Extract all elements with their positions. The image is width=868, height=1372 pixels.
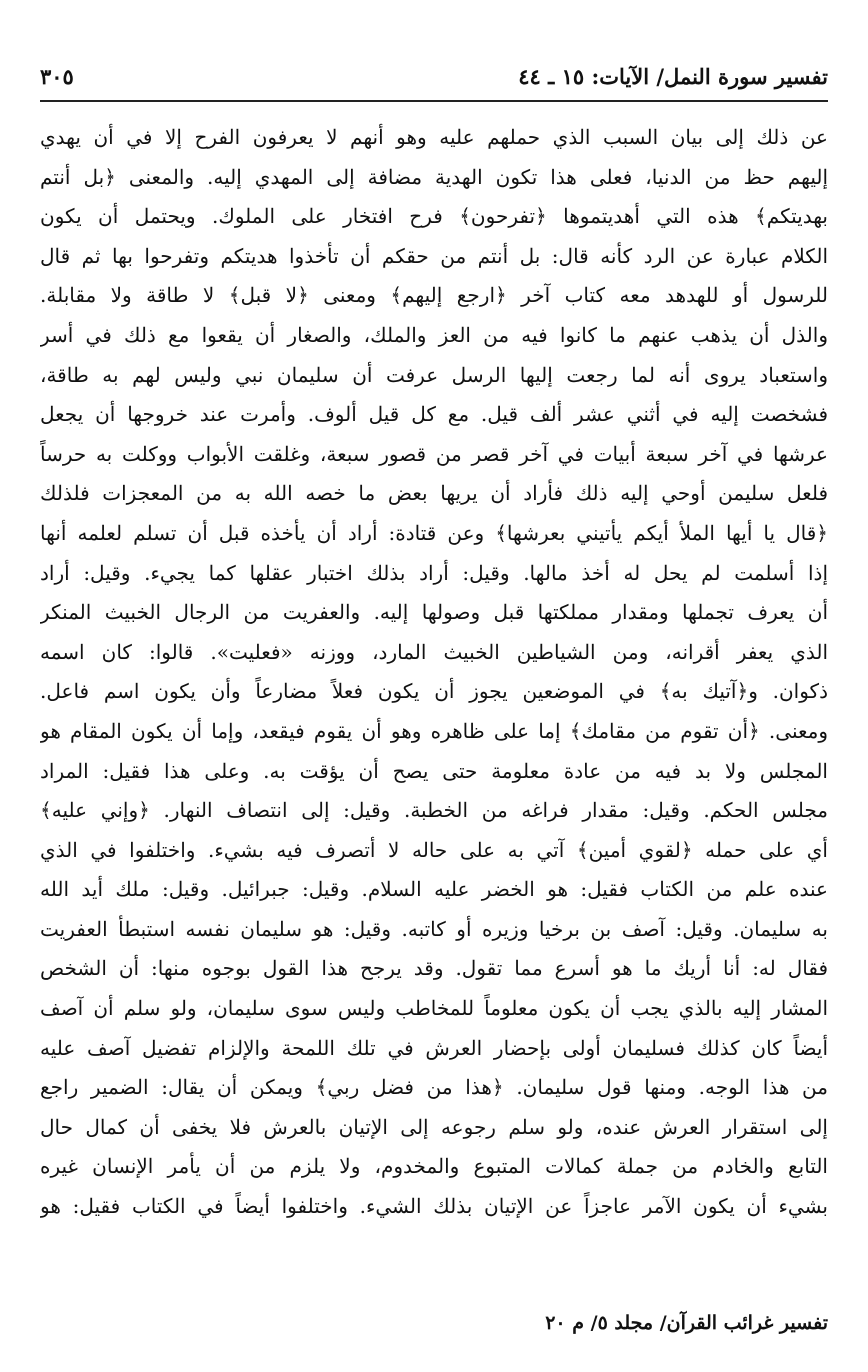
text-line: الذي يعفر أقرانه، ومن الشياطين الخبيث المارد، ووزنه «فعليت». قالوا: كان اسمه (40, 639, 828, 664)
text-line: بهديتكم﴾ هذه التي أهديتموها ﴿تفرحون﴾ فرح افتخار على الملوك. ويحتمل أن يكون (40, 204, 828, 229)
text-line: بشيء أن يكون الآمر عاجزاً عن الإتيان بذلك الشيء. واختلفوا أيضاً في الكتاب فقيل: هو (40, 1194, 828, 1219)
text-line: إلى استقرار العرش عنده، ولو سلم رجوعه إلى الإتيان بالعرش فلا يخفى أن كمال حال (40, 1114, 828, 1139)
text-line: أي على حمله ﴿لقوي أمين﴾ آتي به على حاله لا أتصرف فيه بشيء. واختلفوا في الذي (40, 837, 828, 862)
text-line: فقال له: أنا أريك ما هو أسرع مما تقول. وقد يرجح هذا القول بوجوه منها: أن الشخص (40, 956, 828, 981)
text-line: المجلس ولا بد فيه من عادة معلومة حتى يصح أن يؤقت به. وعلى هذا فقيل: المراد (40, 758, 828, 783)
text-line: إليهم حظ من الدنيا، فعلى هذا تكون الهدية مضافة إلى المهدي إليه. والمعنى ﴿بل أنتم (40, 164, 828, 189)
text-line: إذا أسلمت لم يحل له أخذ مالها. وقيل: أراد بذلك اختبار عقلها كما يجيء. وقيل: أراد (40, 560, 828, 585)
text-line: المشار إليه بالذي يجب أن يكون معلوماً للمخاطب وليس سوى سليمان، ولو سلم أن آصف (40, 996, 828, 1021)
page-number: ٣٠٥ (40, 63, 74, 89)
text-line: مجلس الحكم. وقيل: مقدار فراغه من الخطبة. وقيل: إلى انتصاف النهار. ﴿وإني عليه﴾ (40, 798, 828, 823)
running-title: تفسير سورة النمل/ الآيات: ١٥ ـ ٤٤ (518, 63, 828, 89)
text-line: التابع والخادم من جملة كمالات المتبوع والمخدوم، ولا يلزم من أن يأمر الإنسان غيره (40, 1154, 828, 1179)
text-line: فشخصت إليه في أثني عشر ألف قيل. مع كل قيل ألوف. وأمرت عند خروجها أن يجعل (40, 402, 828, 427)
running-header (40, 58, 828, 94)
text-line: ومعنى. ﴿أن تقوم من مقامك﴾ إما على ظاهره وهو أن يقوم فيقعد، وإما أن يكون المقام هو (40, 718, 828, 743)
text-line: واستعباد يروى أنه لما رجعت إليها الرسل عرفت أن سليمان نبي وليس لهم به طاقة، (40, 362, 828, 387)
body-text (40, 118, 828, 1227)
text-line: الكلام عبارة عن الرد كأنه قال: بل أنتم من حقكم أن تأخذوا هديتكم وتفرحوا بها ثم قال (40, 243, 828, 268)
text-line: للرسول أو للهدهد معه كتاب آخر ﴿ارجع إليهم﴾ ومعنى ﴿لا قبل﴾ لا طاقة ولا مقابلة. (40, 283, 828, 308)
text-line: ذكوان. و﴿آتيك به﴾ في الموضعين يجوز أن يكون فعلاً مضارعاً وأن يكون اسم فاعل. (40, 679, 828, 704)
text-line: عنده علم من الكتاب فقيل: هو الخضر عليه السلام. وقيل: جبرائيل. وقيل: ملك أيد الله (40, 877, 828, 902)
text-line: من هذا الوجه. ومنها قول سليمان. ﴿هذا من فضل ربي﴾ ويمكن أن يقال: الضمير راجع (40, 1075, 828, 1100)
text-line: عرشها في آخر سبعة أبيات في آخر قصر من قصور سبعة، وغلقت الأبواب ووكلت به حرساً (40, 441, 828, 466)
footer-signature: تفسير غرائب القرآن/ مجلد ٥/ م ٢٠ (545, 1312, 828, 1334)
header-rule (40, 100, 828, 102)
text-line: أيضاً كان كذلك فسليمان أولى بإحضار العرش في تلك اللمحة والإلزام تفضيل آصف عليه (40, 1035, 828, 1060)
text-line: والذل أن يذهب عنهم ما كانوا فيه من العز والملك، والصغار أن يقعوا مع ذلك في أسر (40, 322, 828, 347)
text-line: به سليمان. وقيل: آصف بن برخيا وزيره أو كاتبه. وقيل: هو سليمان نفسه استبطأ العفريت (40, 916, 828, 941)
text-line: أن يعرف تجملها ومقدار مملكتها قبل وصولها إليه. والعفريت من الرجال الخبيث المنكر (40, 600, 828, 625)
text-line: ﴿قال يا أيها الملأ أيكم يأتيني بعرشها﴾ وعن قتادة: أراد أن يأخذه قبل أن تسلم لعلمه أنها (40, 520, 828, 545)
text-line: عن ذلك إلى بيان السبب الذي حملهم عليه وهو أنهم لا يعرفون الفرح إلا في أن يهدي (40, 125, 828, 149)
text-line: فلعل سليمن أوحي إليه ذلك فأراد أن يريها بعض ما خصه الله به من المعجزات فلذلك (40, 481, 828, 506)
